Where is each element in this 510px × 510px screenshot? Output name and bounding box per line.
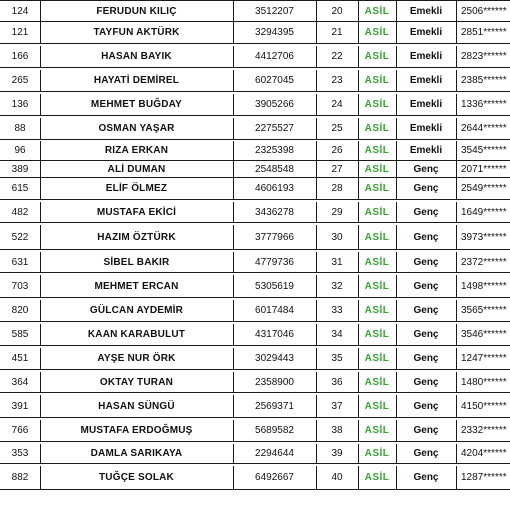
full-name: HASAN SÜNGÜ [98, 400, 175, 412]
column-divider [456, 300, 457, 321]
column-divider [40, 275, 41, 297]
column-divider [358, 420, 359, 441]
column-divider [233, 46, 234, 67]
column-divider [316, 21, 317, 43]
row-number: 353 [11, 448, 29, 459]
column-divider [40, 252, 41, 272]
column-divider [456, 444, 457, 463]
column-divider [358, 252, 359, 272]
column-divider [40, 225, 41, 249]
column-divider [396, 141, 397, 160]
column-divider [456, 94, 457, 115]
column-divider [396, 348, 397, 369]
id-number: 3512207 [255, 5, 294, 17]
table-row [0, 0, 510, 22]
column-divider [456, 1, 457, 21]
group-label: Genç [413, 256, 439, 268]
status-badge: ASİL [364, 256, 390, 268]
column-divider [233, 161, 234, 177]
id-number: 3436278 [255, 206, 294, 218]
column-divider [316, 372, 317, 392]
column-divider [233, 94, 234, 115]
table-row [0, 348, 510, 370]
column-divider [456, 21, 457, 43]
group-label: Emekli [409, 51, 443, 62]
order-number: 39 [331, 448, 343, 459]
id-number: 3777966 [255, 231, 294, 243]
column-divider [233, 420, 234, 441]
column-divider [358, 178, 359, 199]
id-number: 4412706 [255, 51, 294, 62]
phone-number: 2823****** [461, 51, 507, 62]
group-label: Genç [413, 425, 439, 436]
column-divider [40, 70, 41, 91]
row-number: 703 [11, 280, 29, 292]
phone-number: 1287****** [461, 472, 507, 483]
group-label: Genç [413, 280, 439, 292]
id-number: 6027045 [255, 75, 294, 86]
group-label: Emekli [409, 75, 443, 86]
row-number: 88 [14, 123, 26, 134]
status-badge: ASİL [364, 5, 390, 17]
order-number: 33 [331, 305, 343, 316]
column-divider [40, 21, 41, 43]
status-badge: ASİL [364, 448, 390, 459]
column-divider [316, 348, 317, 369]
column-divider [456, 161, 457, 177]
column-divider [233, 1, 234, 21]
phone-number: 2385****** [461, 75, 507, 86]
row-number: 391 [11, 400, 29, 412]
group-label: Genç [413, 376, 439, 388]
row-number: 585 [11, 329, 29, 340]
column-divider [40, 372, 41, 392]
row-number: 482 [11, 206, 29, 218]
full-name: MEHMET BUĞDAY [90, 99, 183, 110]
order-number: 24 [331, 99, 343, 110]
group-label: Genç [413, 353, 439, 364]
order-number: 22 [331, 51, 343, 62]
column-divider [358, 395, 359, 417]
full-name: ALİ DUMAN [107, 163, 166, 175]
column-divider [396, 372, 397, 392]
column-divider [316, 202, 317, 222]
table-row [0, 21, 510, 44]
column-divider [456, 70, 457, 91]
column-divider [456, 348, 457, 369]
table-row [0, 94, 510, 116]
order-number: 21 [331, 26, 343, 38]
status-badge: ASİL [364, 51, 390, 62]
id-number: 2325398 [255, 145, 294, 156]
column-divider [316, 141, 317, 160]
column-divider [358, 372, 359, 392]
column-divider [233, 300, 234, 321]
column-divider [396, 300, 397, 321]
column-divider [396, 252, 397, 272]
column-divider [233, 324, 234, 345]
phone-number: 2549****** [461, 183, 507, 194]
full-name: HAYATİ DEMİREL [93, 75, 180, 86]
column-divider [233, 252, 234, 272]
column-divider [456, 178, 457, 199]
full-name: KAAN KARABULUT [87, 329, 186, 340]
group-label: Genç [413, 231, 439, 243]
id-number: 4317046 [255, 329, 294, 340]
group-label: Emekli [409, 5, 443, 17]
column-divider [316, 300, 317, 321]
id-number: 2548548 [255, 163, 294, 175]
phone-number: 4150****** [461, 400, 507, 412]
order-number: 20 [331, 5, 343, 17]
column-divider [456, 225, 457, 249]
row-number: 820 [11, 305, 29, 316]
phone-number: 4204****** [461, 448, 507, 459]
row-number: 166 [11, 51, 29, 62]
column-divider [40, 348, 41, 369]
full-name: OSMAN YAŞAR [98, 123, 175, 134]
id-number: 2358900 [255, 376, 294, 388]
table-row [0, 444, 510, 464]
column-divider [316, 444, 317, 463]
column-divider [456, 141, 457, 160]
column-divider [233, 348, 234, 369]
column-divider [358, 225, 359, 249]
column-divider [358, 21, 359, 43]
id-number: 3294395 [255, 26, 294, 38]
column-divider [396, 70, 397, 91]
status-badge: ASİL [364, 425, 390, 436]
group-label: Emekli [409, 123, 443, 134]
status-badge: ASİL [364, 353, 390, 364]
column-divider [233, 178, 234, 199]
column-divider [358, 46, 359, 67]
phone-number: 1649****** [461, 206, 507, 218]
column-divider [40, 178, 41, 199]
column-divider [40, 94, 41, 115]
column-divider [40, 202, 41, 222]
status-badge: ASİL [364, 400, 390, 412]
phone-number: 1480****** [461, 376, 507, 388]
row-number: 136 [11, 99, 29, 110]
column-divider [456, 395, 457, 417]
column-divider [358, 300, 359, 321]
column-divider [233, 21, 234, 43]
phone-number: 2332****** [461, 425, 507, 436]
row-number: 124 [11, 5, 29, 17]
row-number: 882 [11, 472, 29, 483]
table-row [0, 275, 510, 298]
phone-number: 2644****** [461, 123, 507, 134]
row-number: 389 [11, 163, 29, 175]
order-number: 32 [331, 280, 343, 292]
group-label: Genç [413, 400, 439, 412]
column-divider [456, 372, 457, 392]
id-number: 2569371 [255, 400, 294, 412]
full-name: FERUDUN KILIÇ [96, 5, 177, 17]
column-divider [456, 202, 457, 222]
row-number: 265 [11, 75, 29, 86]
full-name: RIZA ERKAN [104, 145, 169, 156]
id-number: 3029443 [255, 353, 294, 364]
column-divider [358, 141, 359, 160]
group-label: Genç [413, 305, 439, 316]
group-label: Genç [413, 163, 439, 175]
order-number: 29 [331, 206, 343, 218]
table-row [0, 395, 510, 418]
full-name: DAMLA SARIKAYA [90, 448, 183, 459]
status-badge: ASİL [364, 305, 390, 316]
column-divider [396, 161, 397, 177]
column-divider [233, 225, 234, 249]
status-badge: ASİL [364, 329, 390, 340]
status-badge: ASİL [364, 472, 390, 483]
table-row [0, 252, 510, 273]
column-divider [396, 225, 397, 249]
phone-number: 1498****** [461, 280, 507, 292]
column-divider [358, 324, 359, 345]
column-divider [316, 118, 317, 139]
column-divider [396, 444, 397, 463]
order-number: 36 [331, 376, 343, 388]
order-number: 25 [331, 123, 343, 134]
column-divider [456, 275, 457, 297]
table-row [0, 46, 510, 68]
full-name: SİBEL BAKIR [103, 256, 170, 268]
order-number: 37 [331, 400, 343, 412]
column-divider [396, 466, 397, 489]
column-divider [233, 118, 234, 139]
column-divider [316, 161, 317, 177]
table-row [0, 161, 510, 178]
status-badge: ASİL [364, 183, 390, 194]
column-divider [40, 466, 41, 489]
column-divider [316, 1, 317, 21]
order-number: 28 [331, 183, 343, 194]
column-divider [358, 161, 359, 177]
group-label: Genç [413, 448, 439, 459]
order-number: 27 [331, 163, 343, 175]
column-divider [396, 420, 397, 441]
column-divider [358, 202, 359, 222]
id-number: 3905266 [255, 99, 294, 110]
group-label: Genç [413, 183, 439, 194]
order-number: 23 [331, 75, 343, 86]
row-number: 96 [14, 145, 26, 156]
status-badge: ASİL [364, 231, 390, 243]
full-name: HASAN BAYIK [101, 51, 172, 62]
full-name: ELİF ÖLMEZ [105, 183, 168, 194]
column-divider [358, 1, 359, 21]
column-divider [396, 94, 397, 115]
column-divider [40, 46, 41, 67]
order-number: 31 [331, 256, 343, 268]
column-divider [40, 420, 41, 441]
row-number: 364 [11, 376, 29, 388]
status-badge: ASİL [364, 75, 390, 86]
status-badge: ASİL [364, 145, 390, 156]
column-divider [396, 1, 397, 21]
column-divider [456, 118, 457, 139]
column-divider [316, 252, 317, 272]
table-row [0, 178, 510, 200]
column-divider [456, 466, 457, 489]
table-row [0, 202, 510, 223]
phone-number: 2071****** [461, 163, 507, 175]
column-divider [40, 395, 41, 417]
column-divider [358, 466, 359, 489]
id-number: 5305619 [255, 280, 294, 292]
full-name: MUSTAFA ERDOĞMUŞ [80, 425, 193, 436]
group-label: Emekli [409, 145, 443, 156]
id-number: 6017484 [255, 305, 294, 316]
column-divider [456, 46, 457, 67]
phone-number: 3973****** [461, 231, 507, 243]
column-divider [233, 444, 234, 463]
group-label: Emekli [409, 99, 443, 110]
status-badge: ASİL [364, 123, 390, 134]
column-divider [396, 395, 397, 417]
id-number: 2275527 [255, 123, 294, 134]
column-divider [396, 202, 397, 222]
id-number: 4606193 [255, 183, 294, 194]
column-divider [396, 178, 397, 199]
column-divider [396, 275, 397, 297]
column-divider [396, 46, 397, 67]
column-divider [40, 324, 41, 345]
column-divider [40, 141, 41, 160]
column-divider [316, 466, 317, 489]
column-divider [358, 94, 359, 115]
column-divider [316, 275, 317, 297]
order-number: 40 [331, 472, 343, 483]
status-badge: ASİL [364, 99, 390, 110]
phone-number: 3546****** [461, 329, 507, 340]
group-label: Emekli [409, 26, 443, 38]
full-name: OKTAY TURAN [99, 376, 174, 388]
table-row [0, 420, 510, 442]
id-number: 2294644 [255, 448, 294, 459]
column-divider [316, 70, 317, 91]
table-row [0, 372, 510, 393]
column-divider [358, 70, 359, 91]
table-row [0, 225, 510, 250]
column-divider [396, 118, 397, 139]
column-divider [40, 118, 41, 139]
phone-number: 1247****** [461, 353, 507, 364]
column-divider [40, 300, 41, 321]
id-number: 4779736 [255, 256, 294, 268]
column-divider [233, 372, 234, 392]
column-divider [40, 161, 41, 177]
table-row [0, 300, 510, 322]
column-divider [233, 70, 234, 91]
row-number: 615 [11, 183, 29, 194]
id-number: 5689582 [255, 425, 294, 436]
column-divider [233, 466, 234, 489]
status-badge: ASİL [364, 206, 390, 218]
column-divider [316, 225, 317, 249]
table-row [0, 141, 510, 161]
table-row [0, 324, 510, 346]
column-divider [233, 202, 234, 222]
column-divider [40, 444, 41, 463]
group-label: Genç [413, 329, 439, 340]
column-divider [316, 420, 317, 441]
column-divider [233, 275, 234, 297]
order-number: 38 [331, 425, 343, 436]
column-divider [358, 348, 359, 369]
order-number: 34 [331, 329, 343, 340]
group-label: Genç [413, 206, 439, 218]
column-divider [40, 1, 41, 21]
status-badge: ASİL [364, 376, 390, 388]
phone-number: 1336****** [461, 99, 507, 110]
phone-number: 2506****** [461, 5, 507, 17]
row-number: 121 [11, 26, 29, 38]
full-name: GÜLCAN AYDEMİR [89, 305, 184, 316]
column-divider [316, 178, 317, 199]
group-label: Genç [413, 472, 439, 483]
column-divider [396, 21, 397, 43]
column-divider [456, 252, 457, 272]
full-name: TAYFUN AKTÜRK [93, 26, 180, 38]
column-divider [316, 94, 317, 115]
column-divider [396, 324, 397, 345]
status-badge: ASİL [364, 163, 390, 175]
table-row [0, 70, 510, 92]
column-divider [358, 444, 359, 463]
column-divider [316, 46, 317, 67]
table-row [0, 466, 510, 490]
row-number: 451 [11, 353, 29, 364]
status-badge: ASİL [364, 280, 390, 292]
row-number: 522 [11, 231, 29, 243]
full-name: MEHMET ERCAN [94, 280, 179, 292]
full-name: MUSTAFA EKİCİ [96, 206, 177, 218]
order-number: 26 [331, 145, 343, 156]
table-row [0, 118, 510, 140]
phone-number: 2851****** [461, 26, 507, 38]
column-divider [456, 324, 457, 345]
full-name: AYŞE NUR ÖRK [97, 353, 176, 364]
row-number: 631 [11, 256, 29, 268]
order-number: 30 [331, 231, 343, 243]
column-divider [358, 275, 359, 297]
column-divider [233, 141, 234, 160]
column-divider [456, 420, 457, 441]
column-divider [316, 324, 317, 345]
row-number: 766 [11, 425, 29, 436]
phone-number: 3545****** [461, 145, 507, 156]
column-divider [316, 395, 317, 417]
column-divider [358, 118, 359, 139]
order-number: 35 [331, 353, 343, 364]
full-name: HAZIM ÖZTÜRK [97, 231, 176, 243]
phone-number: 2372****** [461, 256, 507, 268]
status-badge: ASİL [364, 26, 390, 38]
id-number: 6492667 [255, 472, 294, 483]
column-divider [233, 395, 234, 417]
full-name: TUĞÇE SOLAK [99, 472, 174, 483]
phone-number: 3565****** [461, 305, 507, 316]
